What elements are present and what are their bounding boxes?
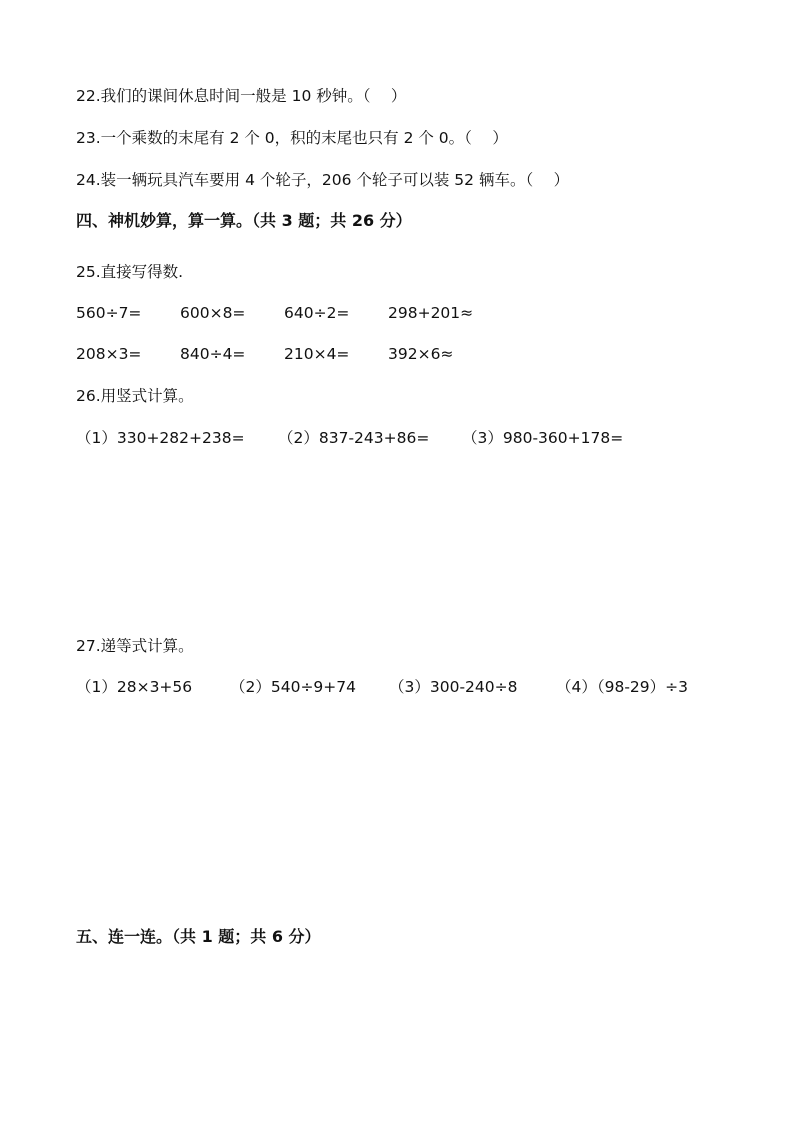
q25-item: 298+201≈	[388, 304, 474, 322]
q27-item: （3）300-240÷8	[389, 678, 518, 696]
q27-item: （1）28×3+56	[76, 678, 193, 696]
question-27-title: 27.递等式计算。	[76, 637, 194, 655]
q25-item: 208×3=	[76, 345, 142, 363]
question-24: 24.装一辆玩具汽车要用 4 个轮子，206 个轮子可以装 52 辆车。（ ）	[76, 171, 570, 189]
question-25-title: 25.直接写得数.	[76, 263, 184, 281]
section-4-heading: 四、神机妙算，算一算。（共 3 题；共 26 分）	[76, 211, 412, 230]
q25-item: 392×6≈	[388, 345, 454, 363]
section-5-heading: 五、连一连。（共 1 题；共 6 分）	[76, 927, 321, 946]
question-22: 22.我们的课间休息时间一般是 10 秒钟。（ ）	[76, 87, 407, 105]
question-26-title: 26.用竖式计算。	[76, 387, 194, 405]
q26-item: （1）330+282+238=	[76, 429, 245, 447]
q25-item: 560÷7=	[76, 304, 142, 322]
q25-item: 210×4=	[284, 345, 350, 363]
q27-item: （2）540÷9+74	[230, 678, 357, 696]
q25-item: 640÷2=	[284, 304, 350, 322]
q26-item: （3）980-360+178=	[462, 429, 624, 447]
q27-item: （4）（98-29）÷3	[556, 678, 689, 696]
q25-item: 600×8=	[180, 304, 246, 322]
q25-item: 840÷4=	[180, 345, 246, 363]
question-23: 23.一个乘数的末尾有 2 个 0，积的末尾也只有 2 个 0。（ ）	[76, 129, 508, 147]
q26-item: （2）837-243+86=	[278, 429, 430, 447]
